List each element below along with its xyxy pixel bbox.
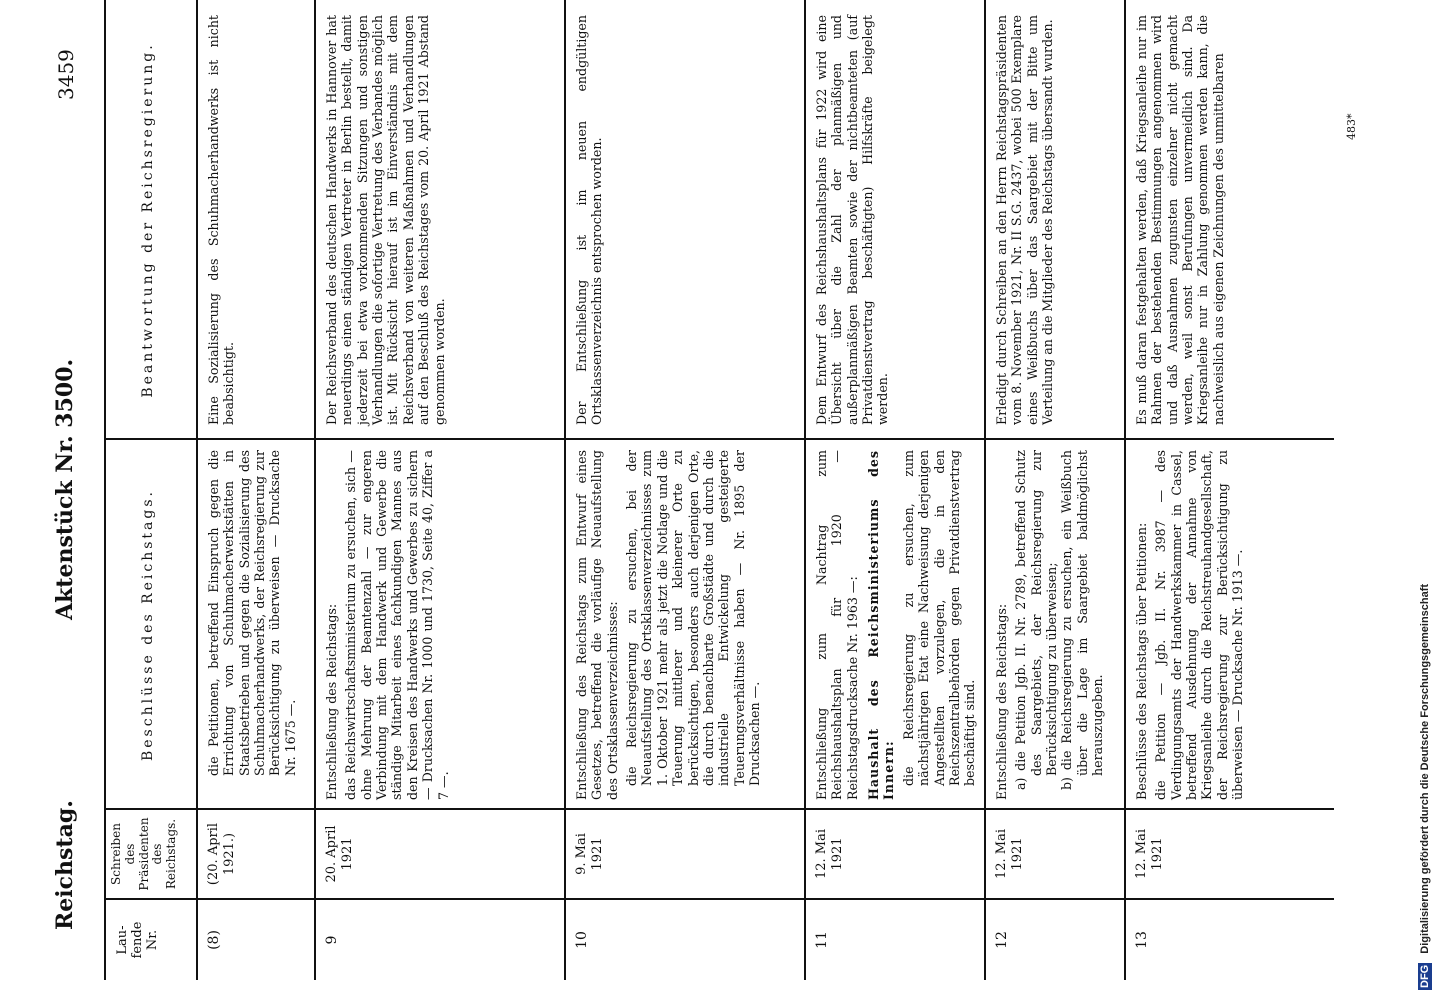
page-header (0, 0, 100, 1000)
row-divider (804, 0, 806, 980)
decision-title: Entschließung des Reichstags: (324, 603, 339, 800)
decision-text: die Reichsregierung zu ersuchen, bei der Neuaufstellung des Ortsklassenverzeichnisses zum 1. Oktober 1921 mehr als jetzt die Notlage und die Teuerung mittlerer und kleinerer Orte zu berücksichtigen, besonders auch derjenigen Orte, die durch benachbarte Großstädte und durch die industrielle Entwickelung gesteigerte Teuerungsverhältnisse haben — Nr. 1895 der Drucksachen —. (624, 450, 762, 786)
decision-heading: Haushalt des Reichsministeriums des Innern: (866, 450, 897, 800)
decision-text: die Petitionen, betreffend Einspruch gegen die Errichtung von Schuhmacherwerkstätten in Staatsbetrieben und gegen die Sozialisierung des Schuhmacherhandwerks, der Reichsregierung zur Berücksichtigung zu überweisen — Drucksache Nr. 1675 —. (206, 450, 298, 776)
row-decision (206, 450, 302, 790)
row-number: 11 (814, 931, 830, 949)
row-decision (994, 450, 1106, 800)
row-number: 12 (994, 931, 1010, 949)
col-head-answer: Beantwortung der Reichsregierung. (140, 42, 156, 398)
row-divider (1124, 0, 1126, 980)
answer-text: Dem Entwurf des Reichshaushaltsplans für 1922 wird eine Übersicht über die Zahl der planmäßigen und außerplanmäßigen Beamten sowie der nichtbeamteten (auf Privatdienstvertrag beschäftigten) Hilfskräfte beigelegt werden. (814, 15, 891, 425)
answer-text: Erledigt durch Schreiben an den Herrn Reichstagspräsidenten vom 8. November 1921, Nr. II S.G. 2437, wobei 500 Exemplare eines Weißbuchs über das Saargebiet mit der Bitte um Verteilung an die Mitglieder des Reichstags übersandt wurden. (994, 15, 1056, 425)
row-date: 12. Mai 1921 (994, 828, 1025, 880)
row-divider (564, 0, 566, 980)
row-decision (1134, 450, 1250, 800)
row-decision (814, 450, 982, 800)
row-divider (314, 0, 316, 980)
header-rule (196, 0, 198, 980)
row-date: 12. Mai 1921 (1134, 828, 1165, 880)
decision-text: das Reichswirtschaftsministerium zu ersuchen, sich — ohne Mehrung der Beamtenzahl — zur engeren Verbindung mit dem Handwerk und Gewerbe die ständige Mitarbeit eines fachkundigen Mannes aus den Kreisen des Handwerks und Gewerbes zu sichern — Drucksachen Nr. 1000 und 1730, Seite 40, Ziffer a 7 —. (343, 450, 451, 800)
dfg-logo: DFG (1419, 964, 1431, 988)
answer-text: Der Entschließung ist im neuen endgültigen Ortsklassenverzeichnis entsprochen worden. (574, 15, 605, 425)
col-divider-2 (104, 808, 1334, 810)
row-answer (574, 15, 609, 425)
col-divider-3 (104, 438, 1334, 440)
decision-text: die Petition — Jgb. II. Nr. 3987 — des Verdingungsamts der Handwerkskammer in Cassel, betreffend Ausdehnung der Annahme von Kriegsanleihe durch die Reichstreuhandgesellschaft, der Reichsregierung zur Berücksichtigung zu überweisen — Drucksache Nr. 1913 —. (1153, 450, 1246, 800)
decision-title: Entschließung des Reichstags zum Entwurf eines Gesetzes, betreffend die vorläufige Neuaufstellung des Ortsklassenverzeichnisses: (574, 450, 620, 800)
digitization-credit (1418, 10, 1432, 990)
header-title: Aktenstück Nr. 3500. (52, 358, 78, 620)
credit-text: Digitalisierung gefördert durch die Deutsche Forschungsgemeinschaft (1419, 583, 1431, 954)
col-head-nr: Lau- fende Nr. (115, 921, 160, 959)
row-answer (206, 15, 241, 425)
col-divider-1 (104, 898, 1334, 900)
decision-item-a: a) die Petition Jgb. II. Nr. 2789, betreffend Schutz des Saargebiets, der Reichsregierung zur Berücksichtigung zu überweisen; (1013, 450, 1060, 790)
header-left: Reichstag. (52, 800, 78, 930)
answer-text: Der Reichsverband des deutschen Handwerks in Hannover hat neuerdings einen ständigen Vertreter in Berlin bestellt, damit jederzeit bei etwa vorkommenden Sitzungen und sonstigen Verhandlungen die sofortige Vertretung des Verbandes möglich ist. Mit Rücksicht hierauf ist im Einverständnis mit dem Reichsverband von weiteren Maßnahmen und Verhandlungen auf den Beschluß des Reichstages vom 20. April 1921 Abstand genommen worden. (324, 15, 447, 425)
row-number: (8) (206, 930, 222, 950)
row-answer (814, 15, 895, 425)
col-head-decisions: Beschlüsse des Reichstags. (140, 489, 156, 762)
row-number: 13 (1134, 931, 1150, 949)
decision-text: die Reichsregierung zu ersuchen, zum nächstjährigen Etat eine Nachweisung derjenigen Angestellten vorzulegen, die in den Reichszentralbehörden gegen Privatdienstvertrag beschäftigt sind. (900, 450, 978, 786)
row-decision (574, 450, 766, 800)
row-answer (994, 15, 1059, 425)
col-head-date: Schreiben des Präsidenten des Reichstags. (109, 817, 179, 891)
row-answer (324, 15, 451, 425)
row-number: 9 (324, 935, 340, 945)
page-number: 3459 (54, 49, 78, 100)
petition-table (104, 0, 1334, 1000)
page-footnote: 483* (1345, 113, 1358, 140)
decision-title: Entschließung des Reichstags: (994, 603, 1009, 800)
answer-text: Eine Sozialisierung des Schuhmacherhandwerks ist nicht beabsichtigt. (206, 15, 237, 425)
answer-text: Es muß daran festgehalten werden, daß Kriegsanleihe nur im Rahmen der bestehenden Bestimmungen angenommen wird und daß Ausnahmen zugunsten einzelner nicht gemacht werden, weil sonst Berufungen unvermeidlich sind. Da Kriegsanleihe nur in Zahlung genommen werden kann, die nachweislich aus eigenen Zeichnungen des unmittelbaren (1134, 15, 1226, 425)
row-number: 10 (574, 931, 590, 949)
row-decision (324, 450, 455, 800)
table-top-rule (104, 0, 106, 980)
row-divider (984, 0, 986, 980)
row-date: 20. April 1921 (324, 825, 355, 883)
row-date: 9. Mai 1921 (574, 833, 605, 875)
row-date: 12. Mai 1921 (814, 828, 845, 880)
row-answer (1134, 15, 1230, 425)
decision-title: Entschließung zum Nachtrag zum Reichshaushaltsplan für 1920 — Reichstagsdrucksache Nr. 1963 —: (814, 450, 860, 800)
decision-title: Beschlüsse des Reichstags über Petitionen: (1134, 522, 1149, 800)
decision-item-b: b) die Reichsregierung zu ersuchen, ein Weißbuch über die Lage im Saargebiet baldmöglichst herauszugeben. (1059, 450, 1106, 790)
row-date: (20. April 1921.) (206, 822, 237, 886)
